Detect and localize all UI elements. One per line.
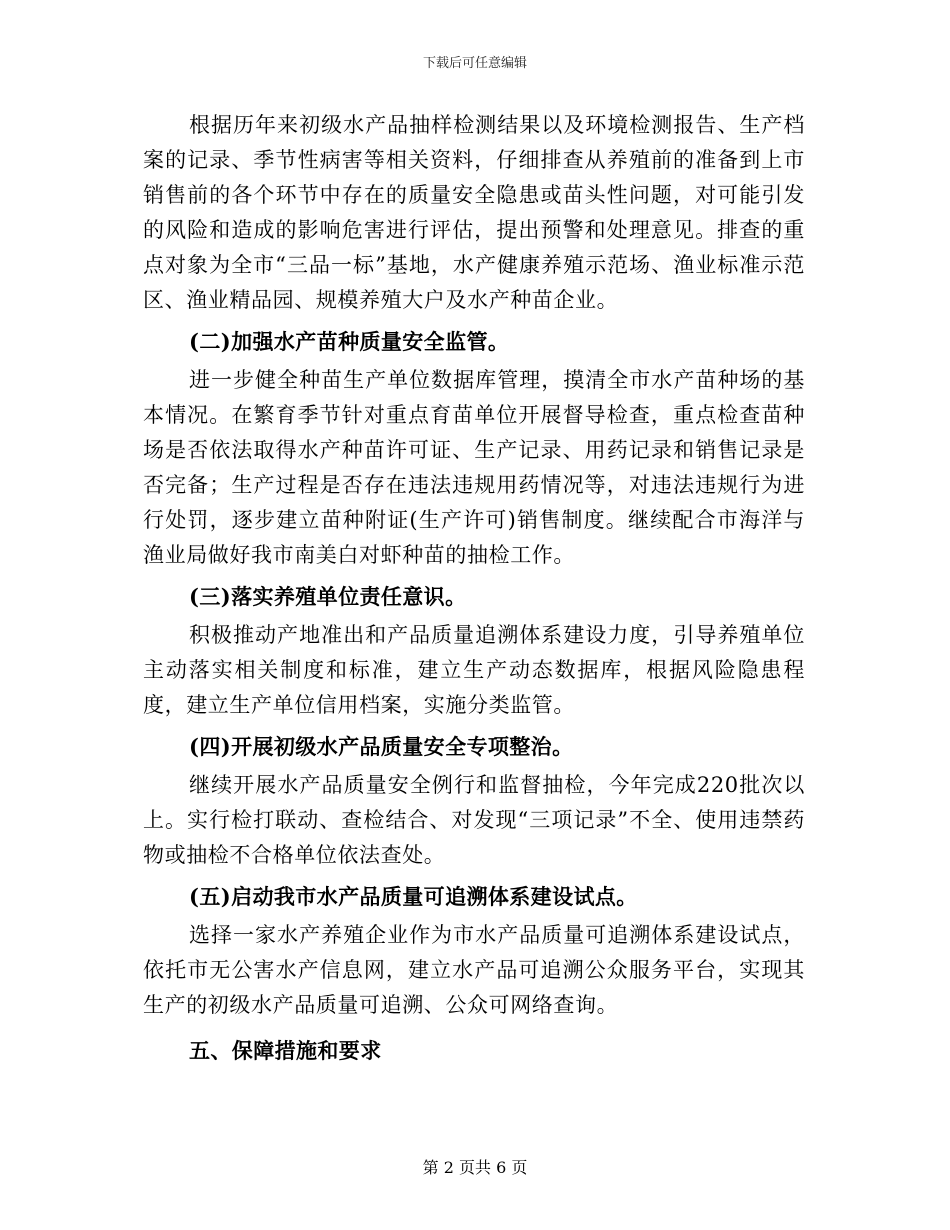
paragraph-special-rectification: 继续开展水产品质量安全例行和监督抽检，今年完成220批次以上。实行检打联动、查检结合、对发现“三项记录”不全、使用违禁药物或抽检不合格单位依法查处。 (143, 773, 805, 867)
paragraph-breeding-responsibility: 积极推动产地准出和产品质量追溯体系建设力度，引导养殖单位主动落实相关制度和标准，建立生产动态数据库，根据风险隐患程度，建立生产单位信用档案，实施分类监管。 (143, 623, 805, 717)
heading-seedling-supervision: (二)加强水产苗种质量安全监管。 (189, 329, 510, 354)
paragraph-seedling-supervision: 进一步健全种苗生产单位数据库管理，摸清全市水产苗种场的基本情况。在繁育季节针对重点育苗单位开展督导检查，重点检查苗种场是否依法取得水产种苗许可证、生产记录、用药记录和销售记录是否完备；生产过程是否存在违法违规用药情况等，对违法违规行为进行处罚，逐步建立苗种附证(生产许可)销售制度。继续配合市海洋与渔业局做好我市南美白对虾种苗的抽检工作。 (143, 368, 805, 567)
document-body (143, 108, 805, 1068)
heading-breeding-responsibility: (三)落实养殖单位责任意识。 (189, 584, 467, 609)
page-header-note: 下载后可任意编辑 (422, 56, 527, 71)
heading-traceability-pilot: (五)启动我市水产品质量可追溯体系建设试点。 (189, 884, 638, 909)
paragraph-risk-screening: 根据历年来初级水产品抽样检测结果以及环境检测报告、生产档案的记录、季节性病害等相关资料，仔细排查从养殖前的准备到上市销售前的各个环节中存在的质量安全隐患或苗头性问题，对可能引发的风险和造成的影响危害进行评估，提出预警和处理意见。排查的重点对象为全市“三品一标”基地，水产健康养殖示范场、渔业标准示范区、渔业精品园、规模养殖大户及水产种苗企业。 (143, 113, 805, 312)
paragraph-traceability-pilot: 选择一家水产养殖企业作为市水产品质量可追溯体系建设试点，依托市无公害水产信息网，建立水产品可追溯公众服务平台，实现其生产的初级水产品质量可追溯、公众可网络查询。 (143, 923, 805, 1017)
heading-special-rectification: (四)开展初级水产品质量安全专项整治。 (189, 734, 574, 759)
section-heading-safeguards: 五、保障措施和要求 (189, 1038, 382, 1063)
page-number: 第 2 页共 6 页 (422, 1158, 528, 1177)
